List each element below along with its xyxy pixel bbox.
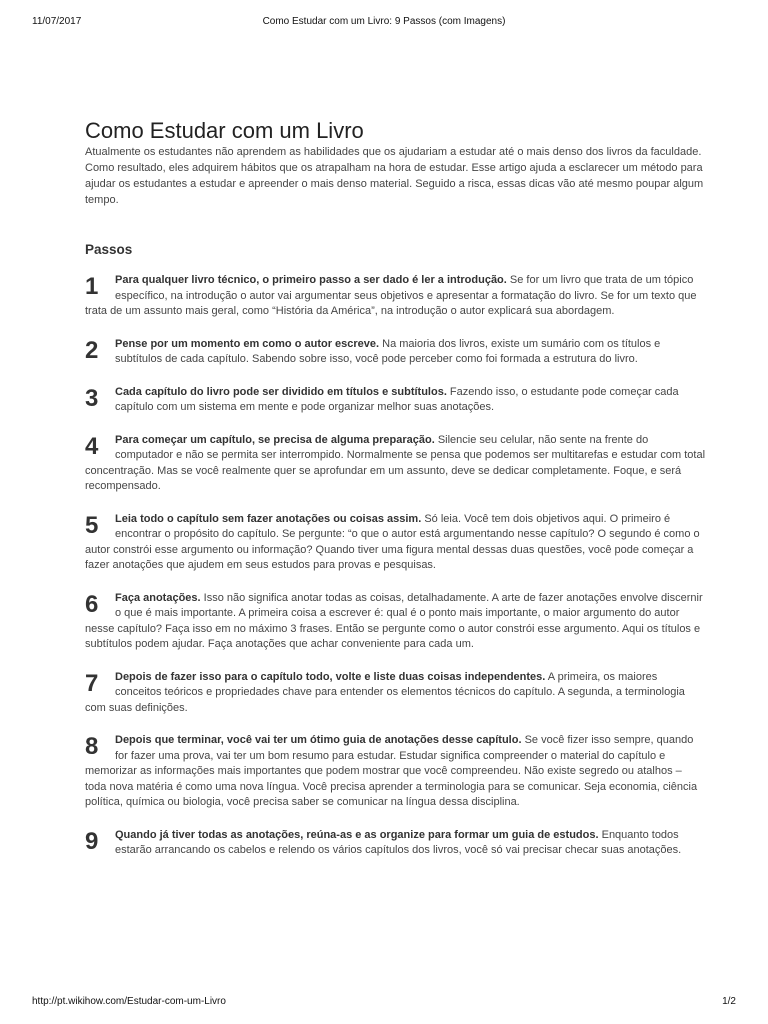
step-text: Na maioria dos livros, existe um sumário com os títulos e subtítulos de cada capítulo. Sabendo sobre isso, você pode perceber como foi formada a estrutura do livro. <box>115 337 661 365</box>
print-date: 11/07/2017 <box>32 16 82 27</box>
step-number: 2 <box>85 336 99 364</box>
step-heading: Cada capítulo do livro pode ser dividido em títulos e subtítulos. <box>115 385 447 398</box>
section-title-steps: Passos <box>85 242 133 257</box>
step-item <box>85 433 705 495</box>
step-text: Isso não significa anotar todas as coisas, detalhadamente. A arte de fazer anotações envolve discernir o que é mais importante. A primeira coisa a escrever é: qual é o ponto mais importante, o maior argumento do autor nesse capítulo? Faça isso em no máximo 3 frases. Então se pergunte como o autor constrói esse argumento. Aqui os títulos e subtítulos podem ajudar. Faça anotações que achar conveniente para cada um. <box>85 591 703 650</box>
print-footer <box>32 996 736 1010</box>
step-text: A primeira, os maiores conceitos teóricos e propriedades chave para entender os elementos técnicos do capítulo. A segunda, a terminologia com suas definições. <box>85 670 685 714</box>
print-header <box>32 16 736 30</box>
step-number: 1 <box>85 273 99 300</box>
step-item <box>85 670 705 717</box>
print-page-title: Como Estudar com um Livro: 9 Passos (com Imagens) <box>262 16 506 27</box>
article-intro: Atualmente os estudantes não aprendem as habilidades que os ajudariam a estudar até o mais denso dos livros da faculdade. Como resultado, eles adquirem hábitos que os atrapalham na hora de estudar. Esse artigo ajuda a esclarecer um método para ajudar os estudantes a estudar e apreender o mais denso material. Seguido a risca, essas dicas vão até mesmo poupar algum tempo. <box>85 146 704 206</box>
step-text: Enquanto todos estarão arrancando os cabelos e relendo os vários capítulos dos livros, você só vai precisar checar suas anotações. <box>115 828 682 856</box>
step-item <box>85 385 705 416</box>
step-heading: Para começar um capítulo, se precisa de alguma preparação. <box>115 433 435 446</box>
step-item <box>85 591 705 653</box>
step-number: 6 <box>85 590 99 618</box>
step-text: Fazendo isso, o estudante pode começar cada capítulo com um sistema em mente e pode organizar melhor suas anotações. <box>115 385 679 413</box>
step-item <box>85 828 705 859</box>
step-heading: Pense por um momento em como o autor escreve. <box>115 337 380 350</box>
step-heading: Faça anotações. <box>115 591 201 604</box>
source-url[interactable]: http://pt.wikihow.com/Estudar-com-um-Livro <box>32 996 226 1007</box>
step-text: Silencie seu celular, não sente na frente do computador e não se permita ser interrompido. Normalmente se pensa que podemos ser multitarefas e estudar com total concentração. Mas se você realmente quer se aprofundar em um assunto, deve se dedicar completamente. Foque, e será recompensado. <box>85 433 706 492</box>
step-number: 7 <box>85 669 99 697</box>
step-text: Se for um livro que trata de um tópico específico, na introdução o autor vai argumentar seus objetivos e apresentar a formatação do livro. Se for um texto que trata de um assunto mais geral, como “História da América”, na introdução o autor explicará sua abordagem. <box>85 274 697 317</box>
step-text: Se você fizer isso sempre, quando for fazer uma prova, vai ter um bom resumo para estudar. Estudar significa compreender o material do capítulo e memorizar as informações mais importantes que podem mostrar que você compreendeu. Não existe segredo ou atalhos – toda nova matéria é como uma nova língua. Você precisa aprender a terminologia para se comunicar. Seja economia, ciência política, química ou biologia, você precisa saber se comunicar na língua dessa disciplina. <box>85 734 698 808</box>
step-text: Só leia. Você tem dois objetivos aqui. O primeiro é encontrar o propósito do capítulo. Se pergunte: “o que o autor está argumentando nesse capítulo? O segundo é como o autor constrói esse argumento ou informação? Quando tiver uma figura mental dessas duas questões, você pode começar a fazer anotações que ajudem em seus estudos para provas e pesquisas. <box>85 512 700 571</box>
step-item <box>85 733 705 811</box>
step-item <box>85 337 705 368</box>
step-number: 5 <box>85 511 99 539</box>
article-title: Como Estudar com um Livro <box>85 118 364 143</box>
steps-list <box>85 273 705 859</box>
step-number: 3 <box>85 384 99 412</box>
step-heading: Para qualquer livro técnico, o primeiro passo a ser dado é ler a introdução. <box>115 274 507 286</box>
step-heading: Depois que terminar, você vai ter um ótimo guia de anotações desse capítulo. <box>115 734 522 746</box>
step-number: 4 <box>85 432 99 460</box>
step-heading: Quando já tiver todas as anotações, reúna-as e as organize para formar um guia de estudos. <box>115 828 599 841</box>
step-number: 9 <box>85 827 99 855</box>
article-content <box>85 118 705 876</box>
step-number: 8 <box>85 733 99 760</box>
step-heading: Depois de fazer isso para o capítulo todo, volte e liste duas coisas independentes. <box>115 670 546 683</box>
step-heading: Leia todo o capítulo sem fazer anotações ou coisas assim. <box>115 512 422 525</box>
page-number: 1/2 <box>722 996 736 1007</box>
step-item <box>85 273 705 320</box>
step-item <box>85 512 705 574</box>
